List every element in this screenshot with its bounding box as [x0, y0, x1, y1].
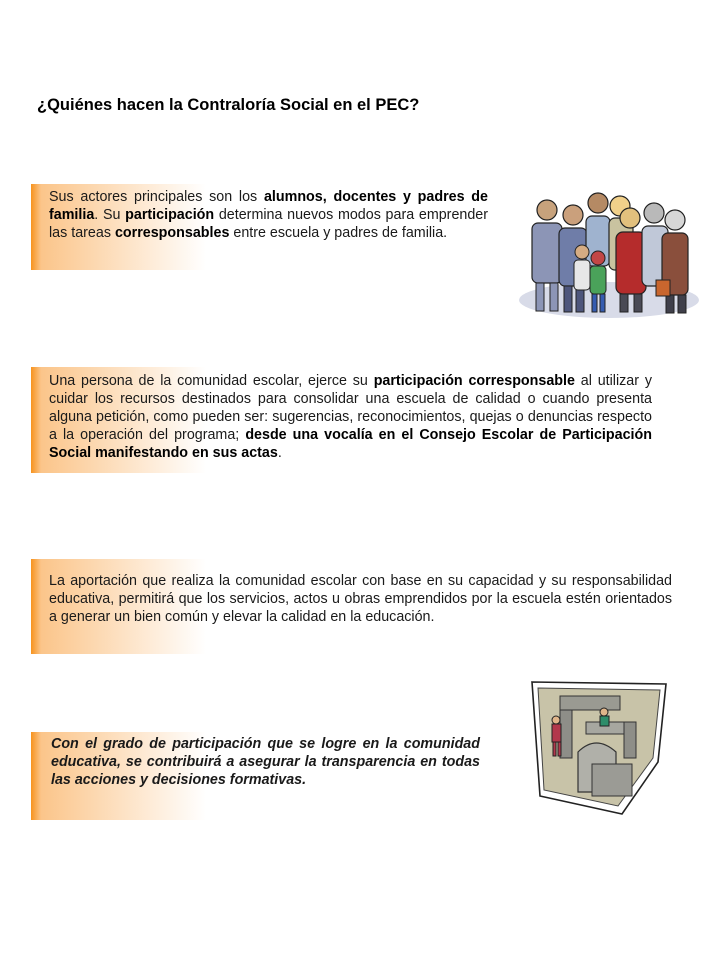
- participation-box: [31, 367, 655, 473]
- maze-icon: [526, 674, 676, 816]
- people-group-icon: [514, 188, 699, 323]
- contribution-box: [31, 559, 675, 654]
- participation-text: Una persona de la comunidad escolar, ejerce su participación corresponsable al utilizar y cuidar los recursos destinados para consolidar una escuela de calidad o cuando presenta alguna petición, como pueden ser: sugerencias, reconocimientos, quejas o denuncias respecto a la operación del programa; desde una vocalía en el Consejo Escolar de Participación Social manifestando en sus actas.: [49, 373, 652, 461]
- page-title: ¿Quiénes hacen la Contraloría Social en el PEC?: [37, 96, 420, 114]
- contribution-text: La aportación que realiza la comunidad escolar con base en su capacidad y su responsabilidad educativa, permitirá que los servicios, actos u obras emprendidos por la escuela estén orientados a generar un bien común y elevar la calidad en la educación.: [49, 573, 672, 625]
- actors-text: Sus actores principales son los alumnos, docentes y padres de familia. Su participación determina nuevos modos para emprender las tareas corresponsables entre escuela y padres de familia.: [49, 189, 489, 241]
- transparency-box: [31, 732, 483, 820]
- transparency-text: Con el grado de participación que se logre en la comunidad educativa, se contribuirá a asegurar la transparencia en todas las acciones y decisiones formativas.: [51, 736, 480, 788]
- actors-box: [31, 184, 491, 270]
